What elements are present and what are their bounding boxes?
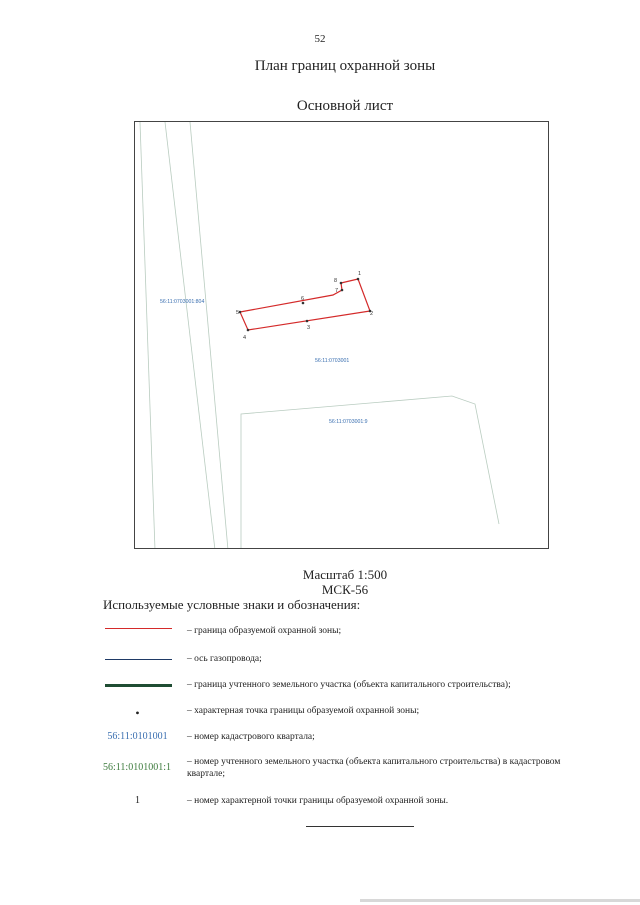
quarter-number-sample: 56:11:0101001 <box>107 731 168 742</box>
legend-title: Используемые условные знаки и обозначения: <box>103 597 361 612</box>
parcel-label-west: 56:11:0703001:804 <box>160 299 205 305</box>
point-label-6: 6 <box>301 296 305 302</box>
point-5-marker <box>239 311 242 314</box>
parcel-line-2 <box>165 122 215 549</box>
legend-item-text: – номер характерной точки границы образуемой охранной зоны. <box>187 796 449 806</box>
point-label-8: 8 <box>334 278 338 284</box>
point-number-sample: 1 <box>135 795 140 806</box>
boundary-points <box>239 278 372 332</box>
parcel-line-3 <box>190 122 228 549</box>
point-label-5: 5 <box>236 310 240 316</box>
sheet-subtitle: Основной лист <box>296 98 394 114</box>
parcel-number-sample: 56:11:0101001:1 <box>103 762 171 773</box>
page-number: 52 <box>314 33 326 45</box>
point-1-marker <box>357 278 360 281</box>
separator-line <box>306 826 414 827</box>
parcel-label-south: 56:11:0703001:9 <box>329 419 368 425</box>
legend-item-text: – номер кадастрового квартала; <box>187 732 315 742</box>
legend-item-text: – граница образуемой охранной зоны; <box>187 626 342 636</box>
red-line-symbol <box>105 628 172 629</box>
point-4-marker <box>247 329 250 332</box>
point-label-1: 1 <box>358 271 362 277</box>
map-frame <box>134 121 549 549</box>
legend-item-text: – ось газопровода; <box>187 654 262 664</box>
coordinate-system: МСК-56 <box>321 582 369 597</box>
point-label-3: 3 <box>307 325 311 331</box>
point-symbol: • <box>135 706 140 720</box>
point-label-2: 2 <box>370 311 374 317</box>
scan-edge <box>360 899 640 902</box>
parcel-lines <box>140 122 499 549</box>
parcel-south-boundary <box>241 396 499 549</box>
point-label-4: 4 <box>243 335 247 341</box>
quarter-label: 56:11:0703001 <box>315 358 350 364</box>
point-label-7: 7 <box>335 288 339 294</box>
legend-item-text: – характерная точка границы образуемой охранной зоны; <box>187 706 420 716</box>
green-thick-line-symbol <box>105 684 172 687</box>
navy-line-symbol <box>105 659 172 660</box>
map-scale: Масштаб 1:500 <box>302 567 388 582</box>
point-8-marker <box>340 282 343 285</box>
page-title: План границ охранной зоны <box>254 58 436 74</box>
point-6-marker <box>302 302 305 305</box>
protection-zone-boundary <box>240 279 370 330</box>
point-3-marker <box>306 320 309 323</box>
cadastral-map <box>135 122 549 549</box>
legend-item-text: – номер учтенного земельного участка (объекта капитального строительства) в кадастровом квартале; <box>187 757 561 779</box>
legend-item-text: – граница учтенного земельного участка (объекта капитального строительства); <box>187 680 511 690</box>
parcel-line-1 <box>140 122 155 549</box>
point-7-marker <box>341 289 344 292</box>
